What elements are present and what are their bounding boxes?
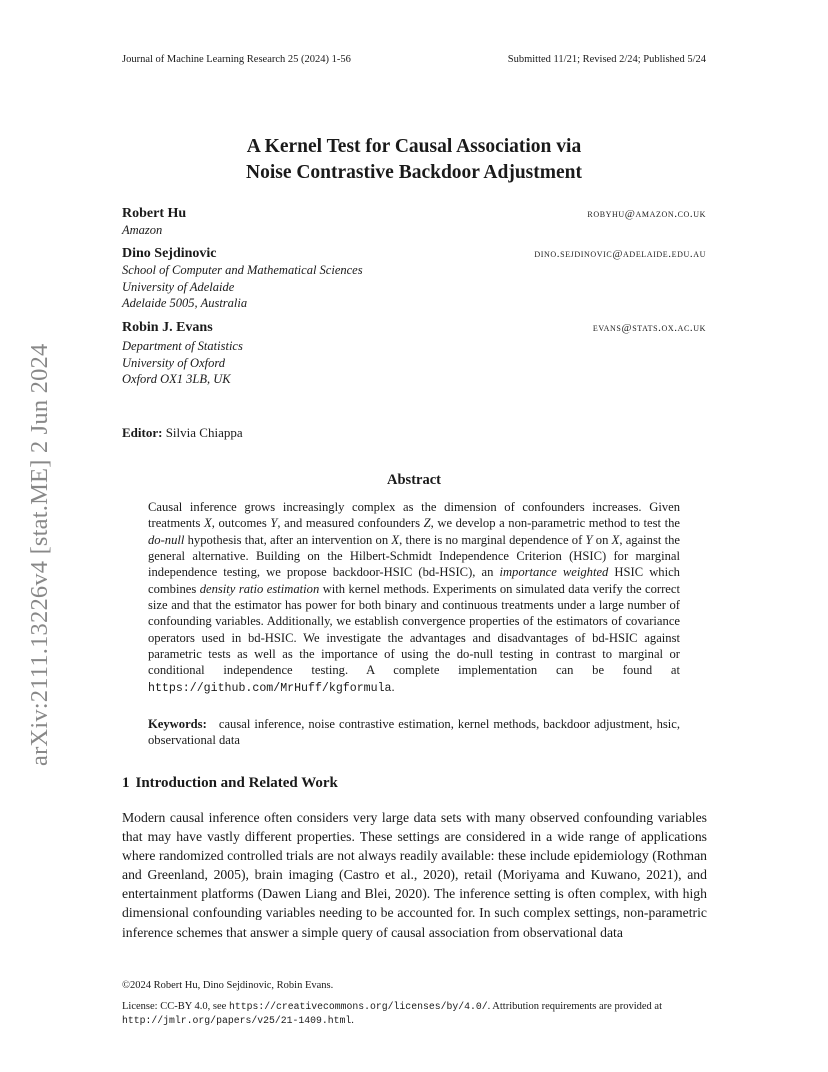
author-affiliation: Amazon [122,223,163,237]
paper-title [0,134,828,186]
author-affiliation: Department of Statistics [122,339,243,353]
author-name: Robert Hu [122,206,187,221]
author-name: Dino Sejdinovic [122,246,217,261]
section-number: 1 [122,775,130,791]
title-line-1: A Kernel Test for Causal Association via [246,136,582,157]
keywords-text: causal inference, noise contrastive estimation, kernel methods, backdoor adjustment, hsic, observational data [148,717,681,748]
submission-dates: Submitted 11/21; Revised 2/24; Published 5/24 [507,54,706,65]
editor-label: Editor: [122,425,163,440]
copyright-notice: ©2024 Robert Hu, Dino Sejdinovic, Robin Evans. [122,980,334,991]
running-header [122,54,706,65]
editor-line [122,425,243,441]
author-affiliation: School of Computer and Mathematical Sciences [122,263,363,277]
abstract-heading: Abstract [387,472,441,488]
author-affiliation: University of Oxford [122,355,225,370]
journal-citation: Journal of Machine Learning Research 25 (2024) 1-56 [122,54,351,65]
abstract-paragraph: Causal inference grows increasingly complex as the dimension of confounders increases. Given treatments X, outcomes Y, and measured confounders Z, we develop a non-parametric method to test the do-null hypothesis that, after an intervention on X, there is no marginal dependence of Y on X, against the general alternative. Building on the Hilbert-Schmidt Independence Criterion (HSIC) for marginal independence testing, we propose backdoor-HSIC (bd-HSIC), an importance weighted HSIC which combines density ratio estimation with kernel methods. Experiments on simulated data verify the correct size and that the estimator has power for both binary and continuous treatments under a large number of confounding variables. Additionally, we establish convergence properties of the estimators of covariance operators used in bd-HSIC. We investigate the advantages and disadvantages of bd-HSIC against parametric tests as well as the importance of using the do-null testing in contrast to marginal or conditional independence testing. A complete implementation can be found at https://github.com/MrHuff/kgformula. [148,500,681,695]
author-email: dino.sejdinovic@adelaide.edu.au [534,248,706,260]
intro-body [122,808,707,942]
license-link[interactable]: https://creativecommons.org/licenses/by/4.0/ [228,1001,488,1012]
author-block-2 [122,246,706,312]
intro-paragraph: Modern causal inference often considers very large data sets with many observed confounding variables that may have vastly different properties. These settings are considered in a wide range of applications where randomized controlled trials are not always readily available: these include epidemiology (Rothman and Greenland, 2005), brain imaging (Castro et al., 2020), retail (Moriyama and Kuwano, 2021), and entertainment platforms (Dawen Liang and Blei, 2020). The inference setting is often complex, with high dimensional confounding variables needing to be accounted for. In such complex settings, non-parametric inference schemes that answer a simple query of causal association from observational data [122,810,707,940]
author-affiliation: University of Adelaide [122,279,235,294]
author-affiliation: Oxford OX1 3LB, UK [122,372,231,386]
author-name: Robin J. Evans [122,320,213,335]
section-title-text: Introduction and Related Work [135,775,338,791]
paper-link[interactable]: http://jmlr.org/papers/v25/21-1409.html [122,1015,352,1026]
author-email: robyhu@amazon.co.uk [587,208,706,220]
section-heading [122,775,338,792]
title-line-2: Noise Contrastive Backdoor Adjustment [245,162,582,183]
arxiv-identifier: arXiv:2111.13226v4 [stat.ME] 2 Jun 2024 [26,343,53,766]
repository-link[interactable]: https://github.com/MrHuff/kgformula [148,681,392,695]
keywords-line [148,716,680,749]
author-affiliation: Adelaide 5005, Australia [122,296,248,310]
keywords-label: Keywords: [148,717,207,731]
author-block-1 [122,206,706,239]
author-email: evans@stats.ox.ac.uk [592,322,706,334]
editor-name: Silvia Chiappa [165,425,243,440]
abstract-body [148,499,680,697]
author-block-3 [122,320,706,388]
license-notice: License: CC-BY 4.0, see https://creativecommons.org/licenses/by/4.0/. Attribution requirements are provided at http://jmlr.org/papers/v25/21-1409.html. [122,1001,662,1026]
